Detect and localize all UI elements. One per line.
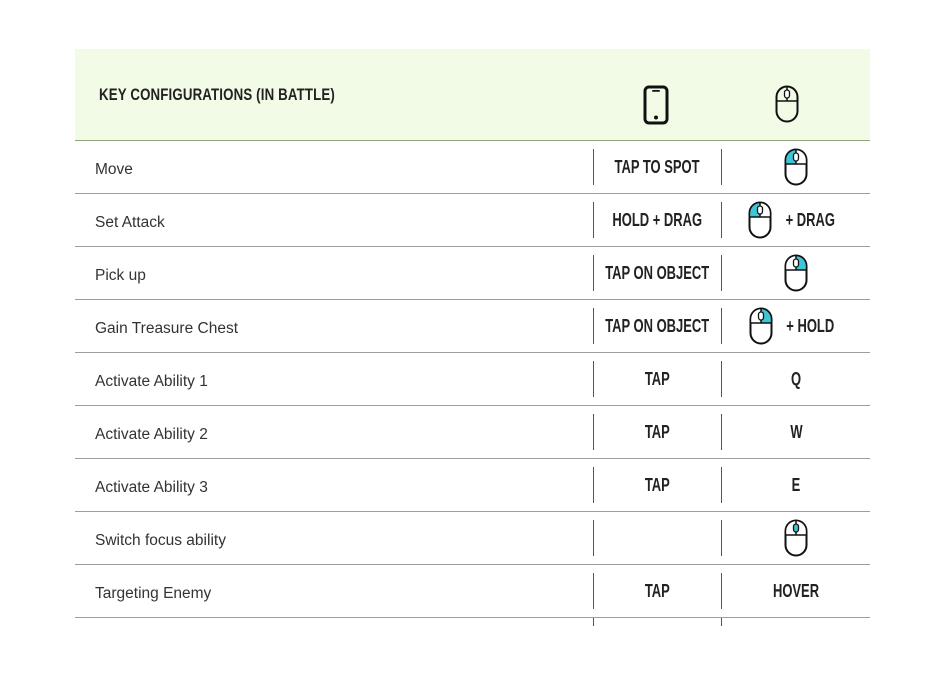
pc-control [722, 141, 870, 193]
table-body [75, 141, 870, 618]
mobile-control [594, 194, 721, 246]
mobile-control-text: TAP TO SPOT [615, 156, 700, 177]
pc-control [722, 353, 870, 405]
table-row [75, 300, 870, 353]
pc-control-text: HOVER [772, 580, 820, 601]
table-row [75, 512, 870, 565]
table-row [75, 194, 870, 247]
mobile-control [594, 353, 721, 405]
mobile-control [594, 512, 721, 564]
action-label: Gain Treasure Chest [95, 320, 239, 337]
table-tail [75, 618, 870, 626]
pc-control-text: E [791, 474, 801, 495]
pc-control [722, 194, 870, 246]
pc-control [722, 565, 870, 617]
pc-control [722, 512, 870, 564]
mouse-right-click-icon [749, 307, 773, 345]
pc-control-text: + DRAG [785, 209, 835, 230]
table-header [75, 49, 870, 141]
mobile-control-text: TAP ON OBJECT [605, 262, 710, 283]
mobile-control [594, 459, 721, 511]
mobile-control-text: TAP [645, 580, 670, 601]
mobile-control [594, 247, 721, 299]
table-row [75, 459, 870, 512]
pc-control-text: Q [790, 368, 802, 389]
action-label: Pick up [95, 267, 146, 284]
mobile-control [594, 565, 721, 617]
pc-control [722, 247, 870, 299]
mouse-right-click-icon [784, 254, 808, 292]
table-row [75, 141, 870, 194]
action-label: Activate Ability 2 [95, 426, 208, 443]
mobile-control-text: TAP [645, 368, 670, 389]
mobile-control-text: TAP [645, 421, 670, 442]
phone-icon [643, 85, 669, 130]
mouse-left-click-icon [784, 148, 808, 186]
mobile-control-text: TAP ON OBJECT [605, 315, 710, 336]
action-label: Switch focus ability [95, 532, 226, 549]
table-row [75, 353, 870, 406]
mobile-control-text: TAP [645, 474, 670, 495]
table-row [75, 247, 870, 300]
pc-control-text: + HOLD [786, 315, 834, 336]
mouse-icon [775, 85, 799, 128]
action-label: Activate Ability 3 [95, 479, 208, 496]
mouse-left-click-icon [748, 201, 772, 239]
key-config-table [75, 49, 870, 626]
table-row [75, 406, 870, 459]
pc-control-text: W [789, 421, 803, 442]
mobile-control [594, 300, 721, 352]
action-label: Move [95, 161, 133, 178]
pc-control [722, 300, 870, 352]
action-label: Set Attack [95, 214, 165, 231]
action-label: Activate Ability 1 [95, 373, 208, 390]
mobile-control [594, 406, 721, 458]
page-title: KEY CONFIGURATIONS (IN BATTLE) [99, 85, 335, 104]
table-row [75, 565, 870, 618]
mobile-control [594, 141, 721, 193]
pc-control [722, 406, 870, 458]
pc-control [722, 459, 870, 511]
mouse-scroll-wheel-icon [784, 519, 808, 557]
action-label: Targeting Enemy [95, 585, 212, 602]
mobile-control-text: HOLD + DRAG [612, 209, 703, 230]
